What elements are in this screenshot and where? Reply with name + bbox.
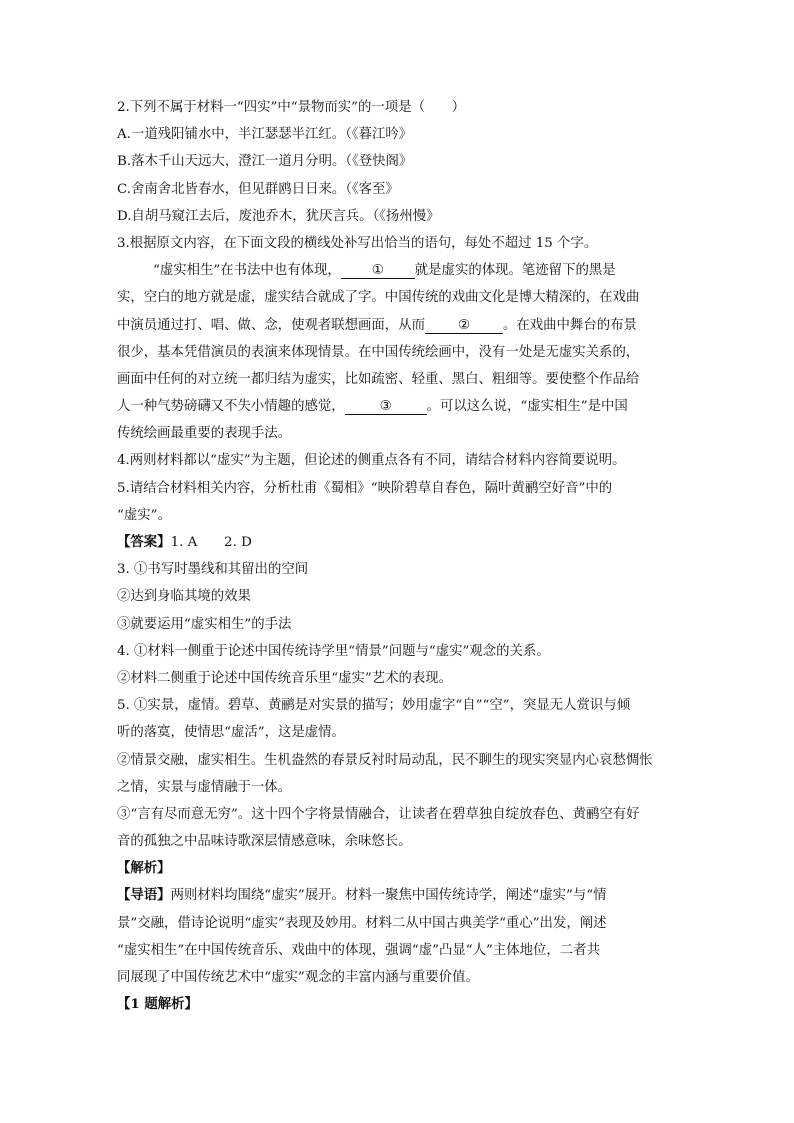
passage-text: 人一种气势磅礴又不失小情趣的感觉， — [117, 399, 345, 415]
fill-blank-3: ③ — [345, 399, 427, 415]
question-2-stem: 2.下列不属于材料一“四实”中“景物而实”的一项是（ ） — [117, 100, 466, 115]
passage-line: 画面中任何的对立统一都归结为虚实，比如疏密、轻重、黑白、粗细等。要使整个作品给 — [117, 371, 640, 387]
answer-5-1: 5. ①实景，虚情。碧草、黄鹂是对实景的描写；妙用虚字“自”“空”，突显无人赏识与倾 — [117, 698, 631, 714]
guide-line: “虚实相生”在中国传统音乐、戏曲中的体现，强调“虚”凸显“人”主体地位，二者共 — [117, 942, 600, 958]
question-4-stem: 4.两则材料都以“虚实”为主题，但论述的侧重点各有不同，请结合材料内容简要说明。 — [117, 453, 626, 469]
passage-text: 。在戏曲中舞台的布景 — [502, 317, 637, 333]
passage-line — [117, 312, 679, 339]
question-5-stem: 5.请结合材料相关内容，分析杜甫《蜀相》“映阶碧草自春色，隔叶黄鹂空好音”中的 — [117, 480, 613, 496]
question-2-option-b: B.落木千山天远大，澄江一道月分明。（《登快阁》 — [117, 154, 413, 170]
fill-blank-2: ② — [425, 318, 503, 334]
answer-5-2: 之情，实景与虚情融于一体。 — [117, 779, 292, 795]
passage-line: 实，空白的地方就是虚，虚实结合就成了字。中国传统的戏曲文化是博大精深的，在戏曲 — [117, 290, 640, 306]
guide-line: 同展现了中国传统艺术中“虚实”观念的丰富内涵与重要价值。 — [117, 970, 479, 985]
question-2-option-a: A.一道残阳铺水中，半江瑟瑟半江红。（《暮江吟》 — [117, 127, 413, 143]
answer-5-2: ②情景交融，虚实相生。生机盎然的春景反衬时局动乱，民不聊生的现实突显内心哀愁惆怅 — [117, 752, 653, 768]
guide-line: 景”交融，借诗论说明“虚实”表现及妙用。材料二从中国古典美学“重心”出发，阐述 — [117, 915, 607, 931]
document-page — [117, 94, 679, 1018]
question-2-option-d: D.自胡马窥江去后，废池乔木，犹厌言兵。（《扬州慢》 — [117, 208, 440, 224]
answer-4-2: ②材料二侧重于论述中国传统音乐里“虚实”艺术的表现。 — [117, 670, 453, 686]
passage-line: 很少，基本凭借演员的表演来体现情景。在中国传统绘画中，没有一处是无虚实关系的， — [117, 344, 640, 360]
answer-3-2: ②达到身临其境的效果 — [117, 589, 251, 605]
question-2-option-c: C.舍南舍北皆春水，但见群鸥日日来。（《客至》 — [117, 181, 399, 197]
guide-label: 【导语】 — [117, 887, 171, 904]
answer-5-3: 音的孤独之中品味诗歌深层情感意味，余味悠长。 — [117, 834, 412, 850]
answer-5-1: 听的落寞，使情思“虚活”，这是虚情。 — [117, 725, 345, 741]
fill-blank-1: ① — [341, 263, 415, 279]
passage-text: “虚实相生”在书法中也有体现， — [153, 263, 341, 279]
answer-3-1: 3. ①书写时墨线和其留出的空间 — [117, 562, 309, 578]
passage-line: 传统绘画最重要的表现手法。 — [117, 426, 292, 442]
question-3-stem: 3.根据原文内容，在下面文段的横线处补写出恰当的语句，每处不超过 15 个字。 — [117, 235, 598, 251]
guide-text: 两则材料均围绕“虚实”展开。材料一聚焦中国传统诗学，阐述“虚实”与“情 — [170, 888, 607, 904]
answer-3-3: ③就要运用“虚实相生”的手法 — [117, 616, 292, 632]
question-1-analysis-label: 【1 题解析】 — [117, 996, 198, 1013]
guide-line — [117, 882, 679, 909]
answer-1-2: 1. A 2. D — [170, 535, 252, 550]
passage-text: 中演员通过打、唱、做、念，使观者联想画面，从而 — [117, 317, 425, 333]
answer-line — [117, 529, 679, 556]
answer-4-1: 4. ①材料一侧重于论述中国传统诗学里“情景”问题与“虚实”观念的关系。 — [117, 643, 550, 659]
passage-line — [117, 257, 679, 284]
question-5-stem: “虚实”。 — [117, 507, 171, 523]
answer-5-3: ③“言有尽而意无穷”。这十四个字将景情融合，让读者在碧草独自绽放春色、黄鹂空有好 — [117, 806, 640, 822]
passage-text: 就是虚实的体现。笔迹留下的黑是 — [414, 263, 616, 279]
passage-text: 。可以这么说，“虚实相生”是中国 — [426, 399, 628, 415]
passage-line — [117, 393, 679, 420]
analysis-label: 【解析】 — [117, 860, 171, 877]
answer-label: 【答案】 — [117, 534, 171, 550]
